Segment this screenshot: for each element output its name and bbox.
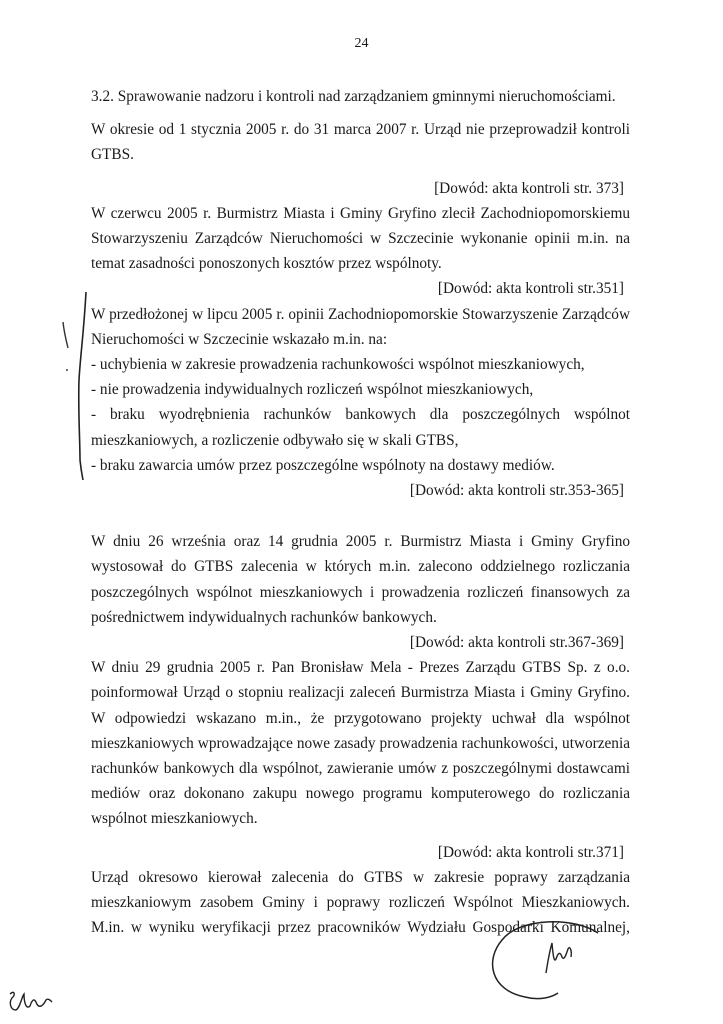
margin-bracket-mark	[30, 280, 100, 500]
paragraph-5: W dniu 29 grudnia 2005 r. Pan Bronisław Mela - Prezes Zarządu GTBS Sp. z o.o. poinformował Urząd o stopniu realizacji zaleceń Burmistrza Miasta i Gminy Gryfino. W odpowiedzi wskazano m.in., że przygotowano projekty uchwał dla wspólnot mieszkaniowych wprowadzające nowe zasady prowadzenia rachunkowości, utworzenia rachunków bankowych dla wspólnot, zawieranie umów z poszczególnymi dostawcami mediów oraz dokonano zakupu nowego programu komputerowego do rozliczania wspólnot mieszkaniowych.	[91, 659, 630, 828]
signature-initials	[480, 915, 620, 1005]
evidence-ref-4: [Dowód: akta kontroli str.367-369]	[409, 634, 624, 652]
evidence-ref-2: [Dowód: akta kontroli str.351]	[437, 280, 624, 298]
page-number: 24	[354, 36, 369, 51]
paragraph-1: W okresie od 1 stycznia 2005 r. do 31 marca 2007 r. Urząd nie przeprowadził kontroli GTBS.	[91, 121, 630, 164]
paragraph-6: Urząd okresowo kierował zalecenia do GTBS w zakresie poprawy zarządzania mieszkaniowym zasobem Gminy i poprawy rozliczeń Wspólnot Mieszkaniowych. M.in. w wyniku weryfikacji przez pracowników Wydziału Gospodarki Komunalnej,	[91, 868, 630, 937]
list-item: - nie prowadzenia indywidualnych rozliczeń wspólnot mieszkaniowych,	[91, 381, 534, 399]
paragraph-4: W dniu 26 września oraz 14 grudnia 2005 r. Burmistrz Miasta i Gminy Gryfino wystosował do GTBS zalecenia w których m.in. zalecono oddzielnego rozliczania poszczególnych wspólnot mieszkaniowych i prowadzenia rozliczeń finansowych za pośrednictwem indywidualnych rachunków bankowych.	[91, 533, 630, 626]
evidence-ref-5: [Dowód: akta kontroli str.371]	[437, 843, 624, 861]
list-item: - braku zawarcia umów przez poszczególne wspólnoty na dostawy mediów.	[91, 456, 555, 474]
list-item: - uchybienia w zakresie prowadzenia rachunkowości wspólnot mieszkaniowych,	[91, 356, 585, 374]
document-body	[91, 84, 630, 941]
evidence-ref-1: [Dowód: akta kontroli str. 373]	[434, 179, 624, 197]
evidence-ref-3: [Dowód: akta kontroli str.353-365]	[409, 482, 624, 500]
list-item: - braku wyodrębnienia rachunków bankowych dla poszczególnych wspólnot mieszkaniowych, a rozliczenie odbywało się w skali GTBS,	[91, 406, 630, 449]
margin-initials	[6, 988, 56, 1018]
paragraph-2: W czerwcu 2005 r. Burmistrz Miasta i Gminy Gryfino zlecił Zachodniopomorskiemu Stowarzyszeniu Zarządców Nieruchomości w Szczecinie wykonanie opinii m.in. na temat zasadności ponoszonych kosztów przez wspólnoty.	[91, 204, 630, 273]
section-heading: 3.2. Sprawowanie nadzoru i kontroli nad zarządzaniem gminnymi nieruchomościami.	[91, 88, 616, 105]
paragraph-3: W przedłożonej w lipcu 2005 r. opinii Zachodniopomorskie Stowarzyszenie Zarządców Nieruchomości w Szczecinie wskazało m.in. na:	[91, 305, 630, 348]
